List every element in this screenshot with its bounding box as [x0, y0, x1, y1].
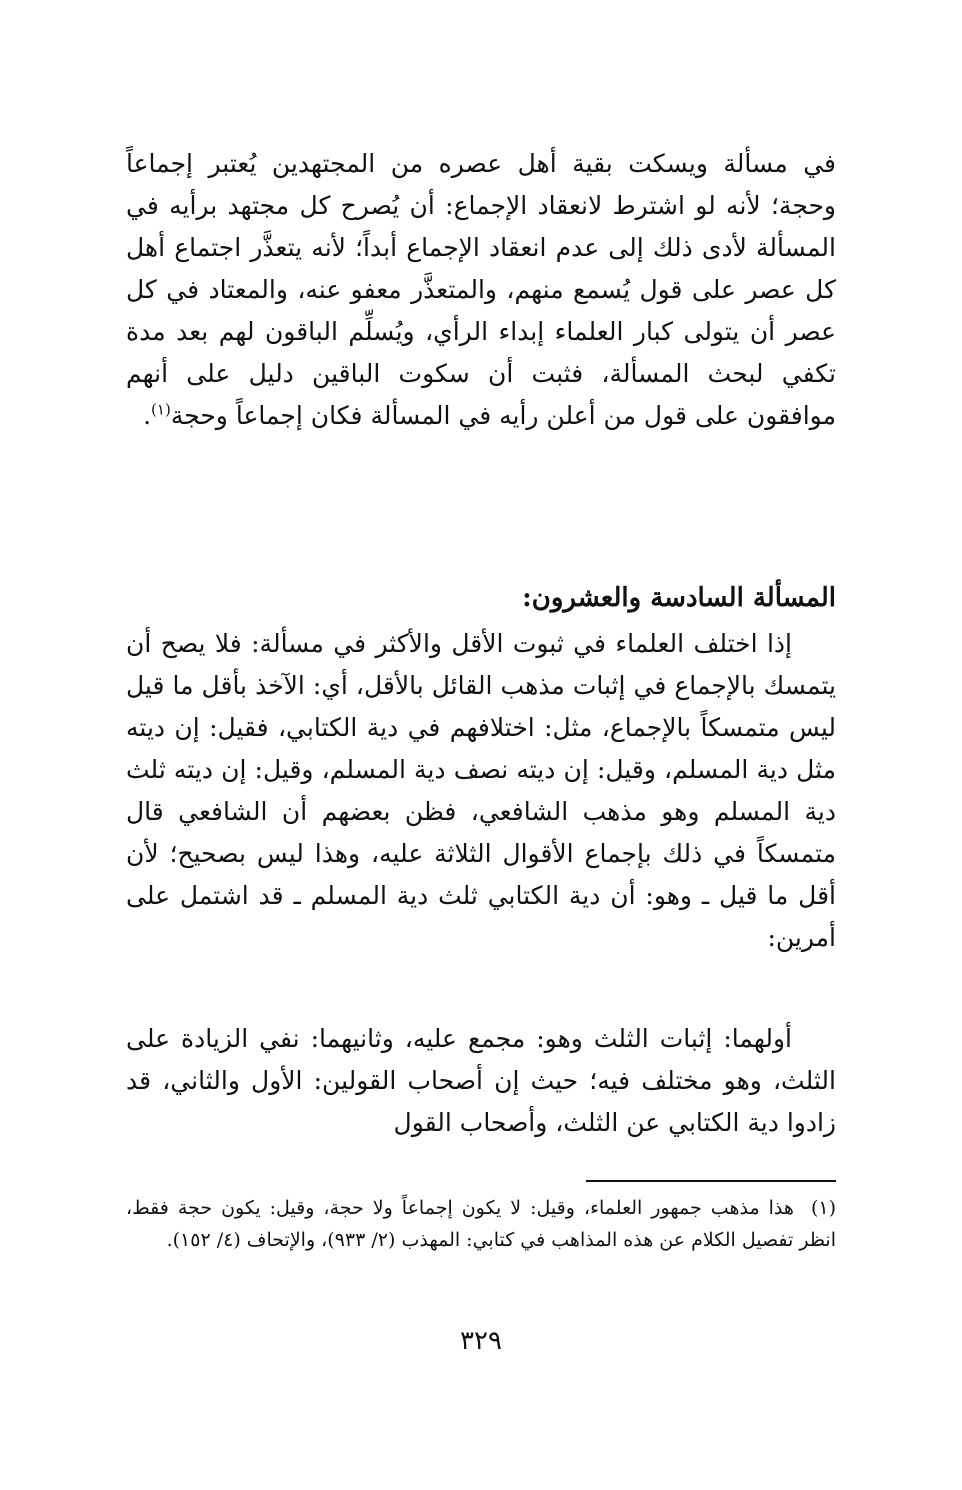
footnote-number: (١)	[810, 1197, 836, 1219]
footnote-divider	[586, 1180, 836, 1182]
paragraph-2: إذا اختلف العلماء في ثبوت الأقل والأكثر في مسألة: فلا يصح أن يتمسك بالإجماع في إثبات مذهب القائل بالأقل، أي: الآخذ بأقل ما قيل ليس متمسكاً بالإجماع، مثل: اختلافهم في دية الكتابي، فقيل: إن ديته مثل دية المسلم، وقيل: إن ديته نصف دية المسلم، وقيل: إن ديته ثلث دية المسلم وهو مذهب الشافعي، فظن بعضهم أن الشافعي قال متمسكاً في ذلك بإجماع الأقوال الثلاثة عليه، وهذا ليس بصحيح؛ لأن أقل ما قيل ـ وهو: أن دية الكتابي ثلث دية المسلم ـ قد اشتمل على أمرين:	[126, 629, 836, 952]
footnote-text: هذا مذهب جمهور العلماء، وقيل: لا يكون إجماعاً ولا حجة، وقيل: يكون حجة فقط، انظر تفصيل الكلام عن هذه المذاهب في كتابي: المهذب (٢/ ٩٣٣)، والإتحاف (٤/ ١٥٢).	[126, 1197, 836, 1251]
page-number: ٣٢٩	[460, 1326, 502, 1356]
paragraph-continued	[126, 143, 836, 437]
footnote-reference[interactable]: (١)	[151, 400, 171, 419]
paragraph-3: أولهما: إثبات الثلث وهو: مجمع عليه، وثانيهما: نفي الزيادة على الثلث، وهو مختلف فيه؛ حيث إن أصحاب القولين: الأول والثاني، قد زادوا دية الكتابي عن الثلث، وأصحاب القول	[126, 1024, 836, 1137]
paragraph-1-text: في مسألة ويسكت بقية أهل عصره من المجتهدين يُعتبر إجماعاً وحجة؛ لأنه لو اشترط لانعقاد الإجماع: أن يُصرح كل مجتهد برأيه في المسألة لأدى ذلك إلى عدم انعقاد الإجماع أبداً؛ لأنه يتعذَّر اجتماع أهل كل عصر على قول يُسمع منهم، والمتعذَّر معفو عنه، والمعتاد في كل عصر أن يتولى كبار العلماء إبداء الرأي، ويُسلِّم الباقون لهم بعد مدة تكفي لبحث المسألة، فثبت أن سكوت الباقين دليل على أنهم موافقون على قول من أعلن رأيه في المسألة فكان إجماعاً وحجة	[126, 149, 836, 430]
section-heading: المسألة السادسة والعشرون:	[522, 582, 836, 613]
footnote	[126, 1192, 836, 1256]
paragraph-1-end: .	[143, 401, 152, 430]
